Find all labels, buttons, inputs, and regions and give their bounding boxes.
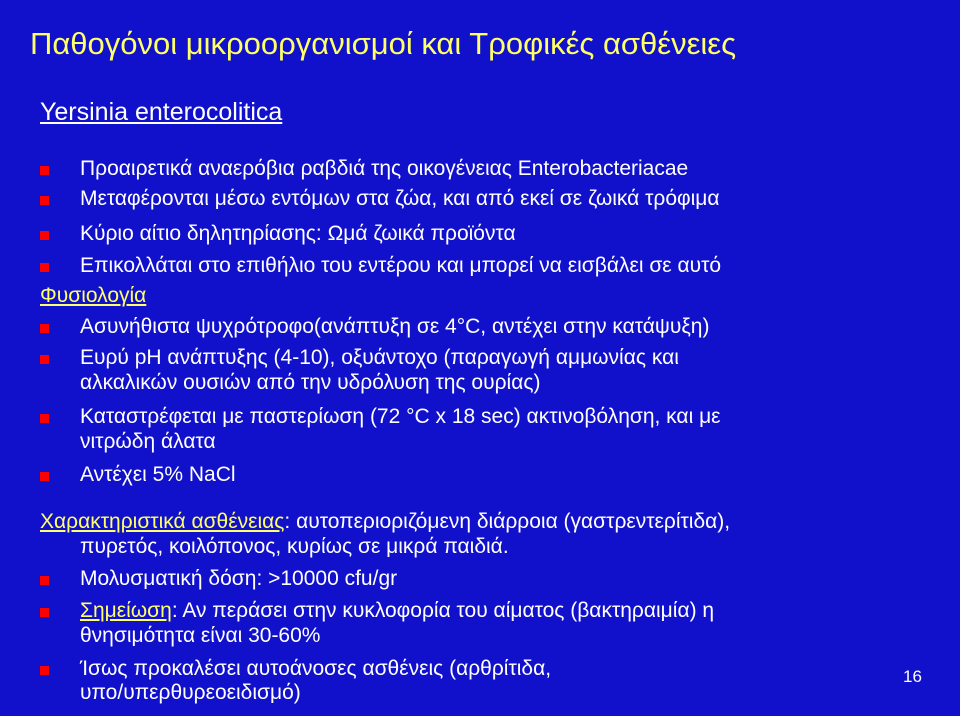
bullet-square-icon bbox=[40, 472, 49, 481]
page-number: 16 bbox=[903, 667, 922, 686]
list-item-continuation: υπο/υπερθυρεοειδισμό) bbox=[80, 681, 301, 704]
bullet-square-icon bbox=[40, 576, 49, 585]
bullet-square-icon bbox=[40, 231, 49, 240]
disease-characteristics bbox=[40, 509, 730, 535]
bullet-square-icon bbox=[40, 355, 49, 364]
list-item-text: Ευρύ pH ανάπτυξης (4-10), οξυάντοχο (παραγωγή αμμωνίας και bbox=[80, 346, 679, 369]
bullet-square-icon bbox=[40, 263, 49, 272]
bullet-square-icon bbox=[40, 196, 49, 205]
list-item-text: Αντέχει 5% NaCl bbox=[80, 463, 236, 486]
list-item-text: Ίσως προκαλέσει αυτοάνοσες ασθένεις (αρθρίτιδα, bbox=[80, 657, 552, 680]
list-item-continuation: θνησιμότητα είναι 30-60% bbox=[80, 624, 321, 647]
note-text: : Αν περάσει στην κυκλοφορία του αίματος (βακτηραιμία) η bbox=[171, 599, 715, 622]
list-item-text: Μεταφέρονται μέσω εντόμων στα ζώα, και από εκεί σε ζωικά τρόφιμα bbox=[80, 187, 720, 210]
bullet-square-icon bbox=[40, 608, 49, 617]
bullet-square-icon bbox=[40, 666, 49, 675]
bullet-square-icon bbox=[40, 414, 49, 423]
list-item-text: Επικολλάται στο επιθήλιο του εντέρου και μπορεί να εισβάλει σε αυτό bbox=[80, 254, 722, 277]
slide-title: Παθογόνοι μικροοργανισμοί και Τροφικές ασθένειες bbox=[30, 26, 737, 61]
list-item-text: Προαιρετικά αναερόβια ραβδιά της οικογένειας Enterobacteriacae bbox=[80, 157, 689, 180]
section-heading-physiology: Φυσιολογία bbox=[40, 284, 147, 307]
list-item-text: Μολυσματική δόση: >10000 cfu/gr bbox=[80, 567, 398, 590]
bullet-square-icon bbox=[40, 324, 49, 333]
disease-label: Χαρακτηριστικά ασθένειας bbox=[40, 510, 285, 533]
list-item-text bbox=[80, 598, 714, 624]
subtitle-organism: Yersinia enterocolitica bbox=[40, 98, 283, 126]
list-item-text: Καταστρέφεται με παστερίωση (72 °C x 18 sec) ακτινοβόληση, και με bbox=[80, 405, 721, 428]
list-item-text: Ασυνήθιστα ψυχρότροφο(ανάπτυξη σε 4°C, αντέχει στην κατάψυξη) bbox=[80, 315, 710, 338]
list-item-continuation: αλκαλικών ουσιών από την υδρόλυση της ουρίας) bbox=[80, 371, 541, 394]
list-item-continuation: νιτρώδη άλατα bbox=[80, 430, 216, 453]
note-label: Σημείωση bbox=[80, 599, 172, 622]
disease-text-continuation: πυρετός, κοιλόπονος, κυρίως σε μικρά παιδιά. bbox=[80, 535, 509, 558]
bullet-square-icon bbox=[40, 166, 49, 175]
disease-text: : αυτοπεριοριζόμενη διάρροια (γαστρεντερίτιδα), bbox=[284, 510, 731, 533]
list-item-text: Κύριο αίτιο δηλητηρίασης: Ωμά ζωικά προϊόντα bbox=[80, 222, 516, 245]
